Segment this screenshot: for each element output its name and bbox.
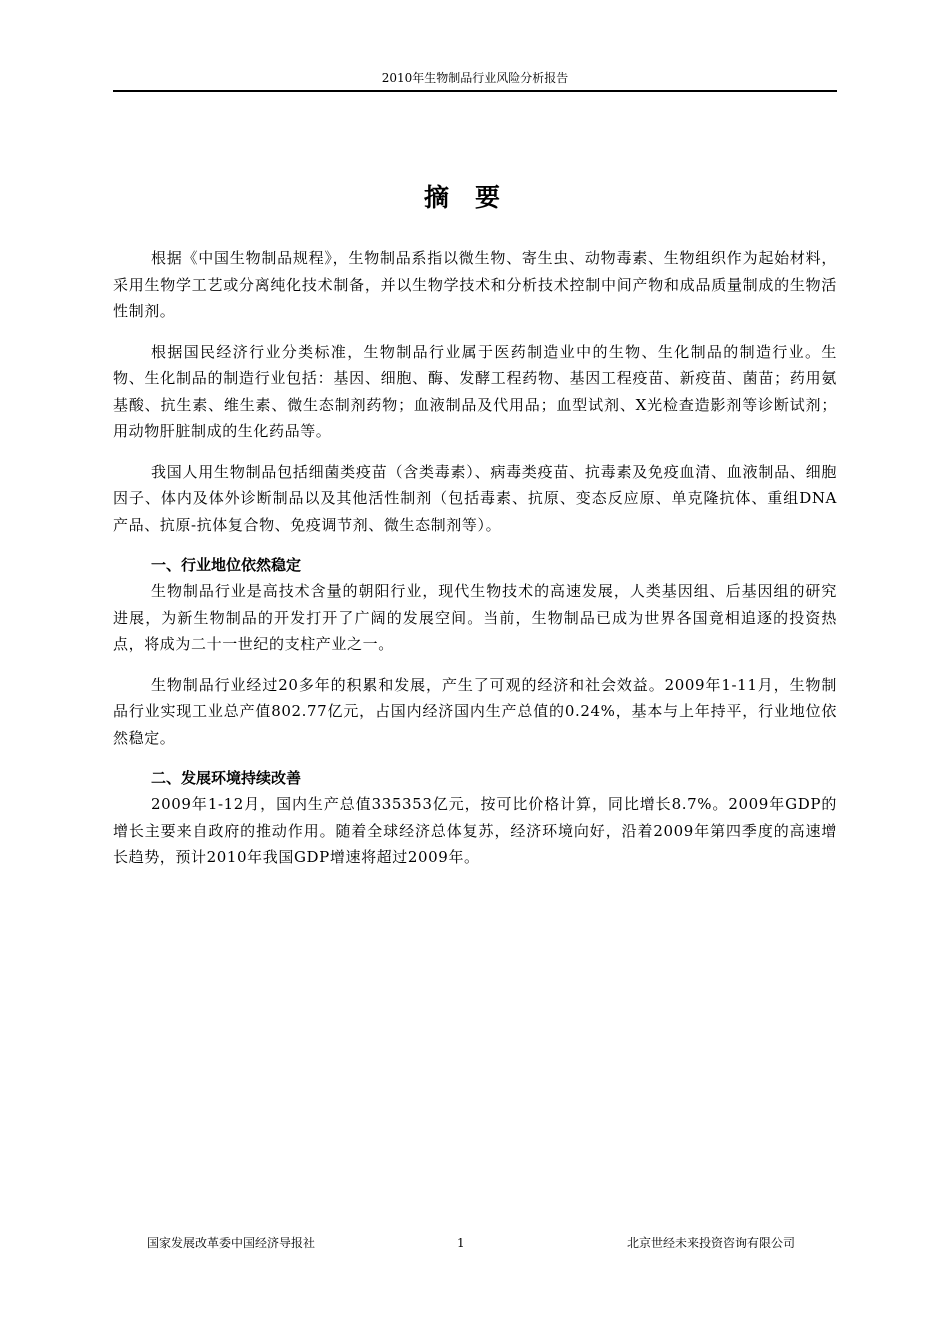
paragraph-industry-output: 生物制品行业经过20多年的积累和发展，产生了可观的经济和社会效益。2009年1-11月，生物制品行业实现工业总产值802.77亿元，占国内经济国内生产总值的0.24%，基本与上年持平，行业地位依然稳定。 [113, 675, 837, 747]
footer-company: 北京世经未来投资咨询有限公司 [626, 1236, 795, 1250]
section-heading-environment: 二、发展环境持续改善 [151, 769, 302, 787]
page-number: 1 [457, 1236, 465, 1250]
footer-publisher: 国家发展改革委中国经济导报社 [147, 1236, 316, 1250]
header-title: 2010年生物制品行业风险分析报告 [381, 71, 569, 85]
paragraph-industry-prospect: 生物制品行业是高技术含量的朝阳行业，现代生物技术的高速发展，人类基因组、后基因组的研究进展，为新生物制品的开发打开了广阔的发展空间。当前，生物制品已成为世界各国竟相追逐的投资热点，将成为二十一世纪的支柱产业之一。 [113, 582, 837, 653]
paragraph-classification: 根据国民经济行业分类标准，生物制品行业属于医药制造业中的生物、生化制品的制造行业。生物、生化制品的制造行业包括：基因、细胞、酶、发酵工程药物、基因工程疫苗、新疫苗、菌苗；药用氨基酸、抗生素、维生素、微生态制剂药物；血液制品及代用品；血型试剂、X光检查造影剂等诊断试剂；用动物肝脏制成的生化药品等。 [113, 342, 837, 440]
paragraph-definition: 根据《中国生物制品规程》，生物制品系指以微生物、寄生虫、动物毒素、生物组织作为起始材料，采用生物学工艺或分离纯化技术制备，并以生物学技术和分析技术控制中间产物和成品质量制成的生物活性制剂。 [113, 249, 837, 320]
paragraph-gdp-growth: 2009年1-12月，国内生产总值335353亿元，按可比价格计算，同比增长8.7%。2009年GDP的增长主要来自政府的推动作用。随着全球经济总体复苏，经济环境向好，沿着2009年第四季度的高速增长趋势，预计2010年我国GDP增速将超过2009年。 [113, 795, 837, 866]
paragraph-product-types: 我国人用生物制品包括细菌类疫苗（含类毒素）、病毒类疫苗、抗毒素及免疫血清、血液制品、细胞因子、体内及体外诊断制品以及其他活性制剂（包括毒素、抗原、变态反应原、单克隆抗体、重组DNA产品、抗原-抗体复合物、免疫调节剂、微生态制剂等）。 [113, 462, 837, 534]
page-header [113, 70, 837, 92]
document-body [113, 245, 837, 885]
page-footer [113, 1234, 837, 1254]
section-heading-industry-status: 一、行业地位依然稳定 [151, 556, 302, 574]
page-title: 摘要 [423, 183, 526, 212]
